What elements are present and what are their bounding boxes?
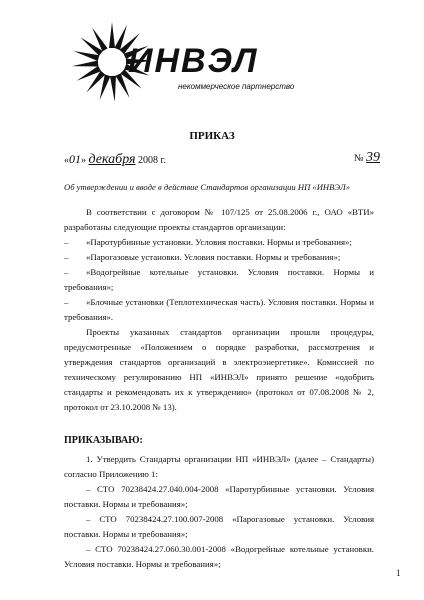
list-item <box>64 250 374 265</box>
list-item <box>64 265 374 295</box>
paragraph-approve: 1. Утвердить Стандарты организации НП «ИНВЭЛ» (далее – Стандарты) согласно Приложению 1: <box>64 454 374 479</box>
brand-tagline: некоммерческое партнерство <box>178 82 295 91</box>
list-item-text: «Блочные установки (Теплотехническая часть). Условия поставки. Нормы и требования». <box>64 297 374 322</box>
order-heading: ПРИКАЗЫВАЮ: <box>64 435 143 446</box>
list-item <box>64 295 374 325</box>
paragraph-contract: В соответствии с договором № 107/125 от 25.08.2006 г., ОАО «ВТИ» разработаны следующие проекты стандартов организации: <box>64 207 374 232</box>
list-item-text: «Паротурбинные установки. Условия поставки. Нормы и требования»; <box>86 237 352 247</box>
date-year: 2008 г. <box>138 155 167 166</box>
dash-mark: – <box>64 252 69 262</box>
dash-mark: – <box>64 267 69 277</box>
list-item-text: «Водогрейные котельные установки. Условия поставки. Нормы и требования»; <box>64 267 374 292</box>
order-subject: Об утверждении и вводе в действие Стандартов организации НП «ИНВЭЛ» <box>64 182 351 192</box>
number-value: 39 <box>366 150 381 165</box>
order-date <box>64 152 166 168</box>
dash-mark: – <box>86 484 91 494</box>
order-body <box>64 452 374 572</box>
document-title: ПРИКАЗ <box>189 130 235 142</box>
dash-mark: – <box>86 514 91 524</box>
brand-name: ИНВЭЛ <box>128 42 259 80</box>
list-item <box>64 235 374 250</box>
standard-item <box>64 482 374 512</box>
order-number <box>354 150 380 166</box>
date-month: декабря <box>88 152 136 167</box>
list-item-text: «Парогазовые установки. Условия поставки. Нормы и требования»; <box>86 252 341 262</box>
paragraph-procedures: Проекты указанных стандартов организации прошли процедуры, предусмотренные «Положением о порядке разработки, рассмотрения и утверждения стандартов организаций в электроэнергетике». Комиссией по техническому регулированию НП «ИНВЭЛ» принято решение «одобрить стандарты и рекомендовать их к утверждению» (протокол от 07.08.2008 № 2, протокол от 23.10.2008 № 13). <box>64 327 374 412</box>
standard-item-text: СТО 70238424.27.040.004-2008 «Паротурбинные установки. Условия поставки. Нормы и требования»; <box>64 484 374 509</box>
dash-mark: – <box>64 237 69 247</box>
dash-mark: – <box>64 297 69 307</box>
dash-mark: – <box>86 544 91 554</box>
standard-item <box>64 512 374 542</box>
page-number: 1 <box>396 568 401 578</box>
date-open-quote: « <box>64 155 69 166</box>
date-close-quote: » <box>81 155 86 166</box>
number-label: № <box>354 153 364 164</box>
standard-item-text: СТО 70238424.27.100.007-2008 «Парогазовые установки. Условия поставки. Нормы и требования»; <box>64 514 374 539</box>
standard-item <box>64 542 374 572</box>
preamble <box>64 205 374 415</box>
standard-item-text: СТО 70238424.27.060.30.001-2008 «Водогрейные котельные установки. Условия поставки. Нормы и требования»; <box>64 544 374 569</box>
date-day: 01 <box>69 152 81 166</box>
